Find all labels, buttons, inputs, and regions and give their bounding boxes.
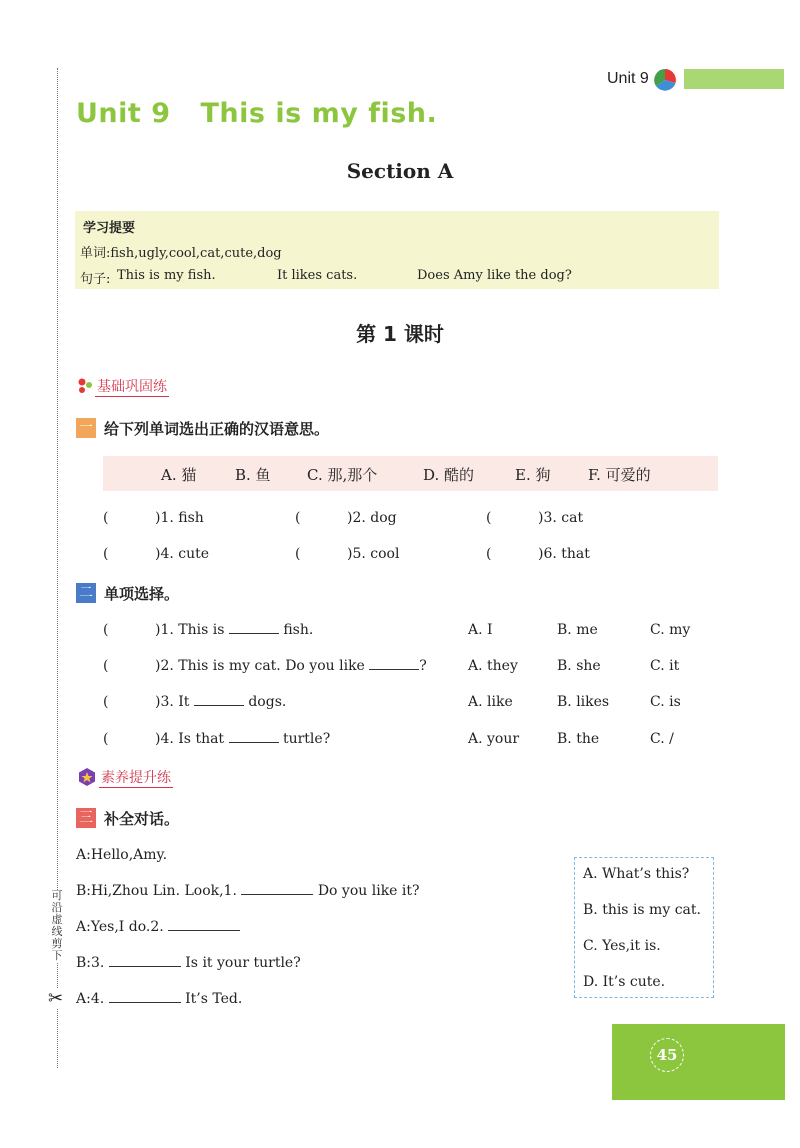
page-number-box	[612, 1024, 785, 1100]
cut-hint: 可沿虚线剪下	[51, 889, 63, 962]
answer-options-box	[574, 857, 714, 998]
category-basic: 基础巩固练	[97, 379, 167, 395]
q2-choice-a: A. like	[468, 694, 513, 710]
q2-item: )2. This is my cat. Do you like ?	[155, 658, 427, 674]
q2-choice-c: C. my	[650, 622, 691, 638]
q2-choice-c: C. /	[650, 731, 674, 747]
q1-option: F. 可爱的	[588, 466, 651, 484]
header-unit-label: Unit 9	[607, 70, 649, 87]
answer-paren[interactable]: (	[295, 510, 301, 526]
q1-option: D. 酷的	[423, 466, 475, 484]
pie-logo-icon	[653, 68, 677, 92]
summary-words: 单词:fish,ugly,cool,cat,cute,dog	[80, 246, 282, 261]
answer-paren[interactable]: (	[103, 694, 109, 710]
q1-options	[103, 456, 718, 491]
page-number: 45	[650, 1038, 684, 1072]
q1-option: B. 鱼	[235, 466, 271, 484]
q2-item: )1. This is fish.	[155, 622, 314, 638]
q2-item: )4. Is that turtle?	[155, 731, 331, 747]
q2-choice-a: A. your	[468, 731, 520, 747]
answer-paren[interactable]: (	[103, 546, 109, 562]
q1-number: 一	[76, 418, 96, 438]
q1-item: )5. cool	[347, 546, 400, 562]
summary-heading: 学习提要	[83, 221, 136, 236]
summary-sentence: This is my fish.	[117, 268, 216, 283]
dialogue-line: A:Hello,Amy.	[76, 847, 168, 863]
q1-item: )6. that	[538, 546, 590, 562]
dots-icon	[76, 377, 94, 395]
q2-choice-c: C. is	[650, 694, 681, 710]
q2-choice-c: C. it	[650, 658, 680, 674]
q1-option: E. 狗	[515, 466, 551, 484]
summary-sentences-label: 句子:	[80, 272, 111, 287]
dialogue-line: B:3. Is it your turtle?	[76, 955, 301, 971]
page-title: Unit 9 This is my fish.	[76, 98, 438, 129]
answer-paren[interactable]: (	[486, 510, 492, 526]
dialogue-blank[interactable]	[241, 894, 313, 895]
q1-option: A. 猫	[161, 466, 197, 484]
q1-option: C. 那,那个	[307, 466, 378, 484]
dialogue-line: A:Yes,I do.2.	[76, 919, 240, 935]
q3-number: 三	[76, 808, 96, 828]
q1-item: )2. dog	[347, 510, 397, 526]
q2-choice-b: B. she	[557, 658, 601, 674]
dialogue-blank[interactable]	[168, 930, 240, 931]
q2-choice-a: A. I	[468, 622, 493, 638]
dialogue-blank[interactable]	[109, 1002, 181, 1003]
dialogue-line: A:4. It’s Ted.	[76, 991, 243, 1007]
scissors-icon: ✂	[48, 988, 64, 1009]
category-advanced: 素养提升练	[101, 770, 171, 786]
q1-item: )4. cute	[155, 546, 210, 562]
q1-title: 给下列单词选出正确的汉语意思。	[104, 420, 330, 438]
answer-option: C. Yes,it is.	[583, 938, 661, 954]
section-title: Section A	[346, 159, 454, 183]
lesson-title: 第 1 课时	[356, 322, 444, 346]
study-summary	[75, 211, 719, 289]
answer-option: D. It’s cute.	[583, 974, 666, 990]
q1-item: )3. cat	[538, 510, 584, 526]
q1-item: )1. fish	[155, 510, 204, 526]
dialogue-line: B:Hi,Zhou Lin. Look,1. Do you like it?	[76, 883, 420, 899]
q2-item: )3. It dogs.	[155, 694, 287, 710]
q2-choice-b: B. likes	[557, 694, 610, 710]
answer-paren[interactable]: (	[103, 622, 109, 638]
q2-choice-a: A. they	[468, 658, 518, 674]
answer-paren[interactable]: (	[486, 546, 492, 562]
summary-sentence: It likes cats.	[277, 268, 358, 283]
answer-option: B. this is my cat.	[583, 902, 701, 918]
dialogue-blank[interactable]	[109, 966, 181, 967]
answer-paren[interactable]: (	[295, 546, 301, 562]
answer-paren[interactable]: (	[103, 510, 109, 526]
answer-paren[interactable]: (	[103, 658, 109, 674]
q2-title: 单项选择。	[104, 585, 180, 603]
q2-number: 二	[76, 583, 96, 603]
q2-choice-b: B. the	[557, 731, 600, 747]
header-bar	[684, 69, 784, 89]
summary-sentence: Does Amy like the dog?	[417, 268, 572, 283]
answer-paren[interactable]: (	[103, 731, 109, 747]
q2-choice-b: B. me	[557, 622, 598, 638]
hexagon-star-icon	[77, 767, 97, 787]
q3-title: 补全对话。	[104, 810, 180, 828]
answer-option: A. What’s this?	[583, 866, 690, 882]
